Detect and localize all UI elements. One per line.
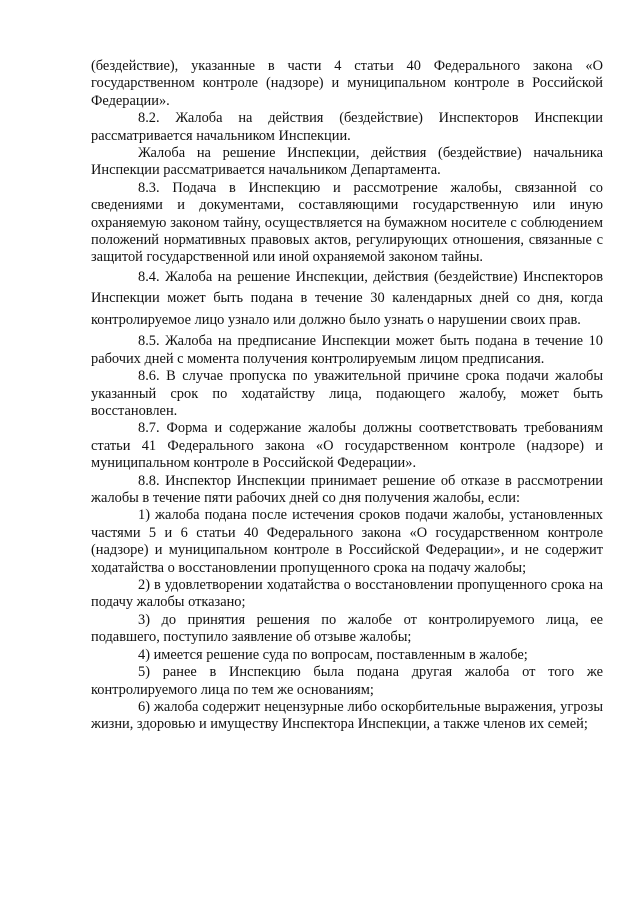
paragraph-8-5: 8.5. Жалоба на предписание Инспекции может быть подана в течение 10 рабочих дней с момента получения контролируемым лицом предписания. [91,333,603,367]
paragraph-8-3: 8.3. Подача в Инспекцию и рассмотрение жалобы, связанной со сведениями и документами, составляющими государственную или иную охраняемую законом тайну, осуществляется на бумажном носителе с соблюдением положений нормативных правовых актов, регулирующих отношения, связанные с защитой государственной или иной охраняемой законом тайны. [91,179,603,266]
paragraph-8-2: 8.2. Жалоба на действия (бездействие) Инспекторов Инспекции рассматривается начальником Инспекции. [91,110,603,144]
list-item-2: 2) в удовлетворении ходатайства о восстановлении пропущенного срока на подачу жалобы отказано; [91,577,603,611]
paragraph-continuation: (бездействие), указанные в части 4 статьи 40 Федерального закона «О государственном контроле (надзоре) и муниципальном контроле в Российской Федерации». [91,58,603,109]
paragraph-8-7: 8.7. Форма и содержание жалобы должны соответствовать требованиям статьи 41 Федерального закона «О государственном контроле (надзоре) и муниципальном контроле в Российской Федерации». [91,420,603,472]
list-item-3: 3) до принятия решения по жалобе от контролируемого лица, ее подавшего, поступило заявление об отзыве жалобы; [91,611,603,646]
document-body [91,58,603,734]
paragraph-8-8: 8.8. Инспектор Инспекции принимает решение об отказе в рассмотрении жалобы в течение пяти рабочих дней со дня получения жалобы, если: [91,472,603,507]
paragraph-8-2-second: Жалоба на решение Инспекции, действия (бездействие) начальника Инспекции рассматривается начальником Департамента. [91,145,603,179]
paragraph-8-6: 8.6. В случае пропуска по уважительной причине срока подачи жалобы указанный срок по ходатайству лица, подающего жалобу, может быть восстановлен. [91,368,603,419]
list-item-1: 1) жалоба подана после истечения сроков подачи жалобы, установленных частями 5 и 6 статьи 40 Федерального закона «О государственном контроле (надзоре) и муниципальном контроле в Российской Федерации», и не содержит ходатайства о восстановлении пропущенного срока на подачу жалобы; [91,507,603,576]
list-item-5: 5) ранее в Инспекцию была подана другая жалоба от того же контролируемого лица по тем же основаниям; [91,664,603,698]
list-item-4: 4) имеется решение суда по вопросам, поставленным в жалобе; [138,646,528,663]
paragraph-8-4: 8.4. Жалоба на решение Инспекции, действия (бездействие) Инспекторов Инспекции может быть подана в течение 30 календарных дней со дня, когда контролируемое лицо узнало или должно было узнать о нарушении своих прав. [91,268,603,328]
list-item-6: 6) жалоба содержит нецензурные либо оскорбительные выражения, угрозы жизни, здоровью и имуществу Инспектора Инспекции, а также членов их семей; [91,698,603,733]
